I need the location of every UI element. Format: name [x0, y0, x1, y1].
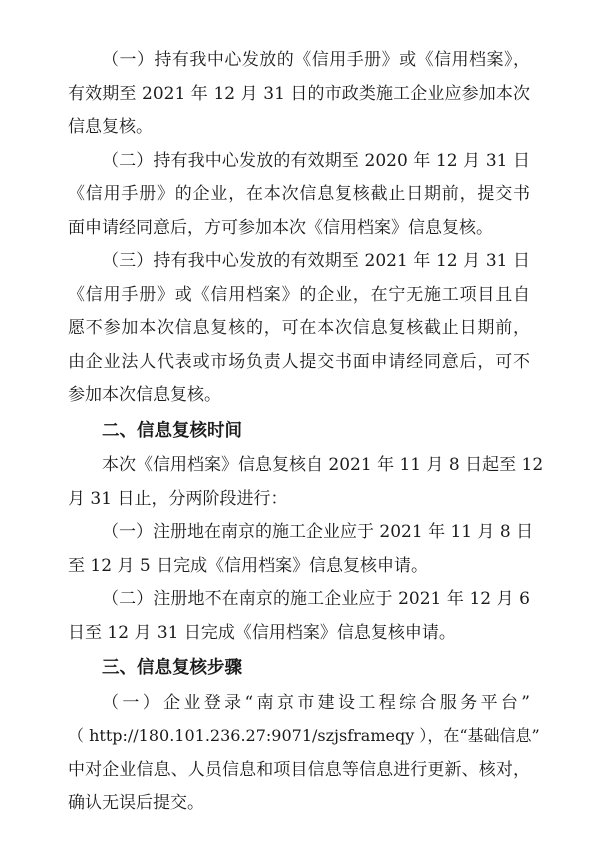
- paragraph-p3-line-2: 《信用手册》或《信用档案》的企业，在宁无施工项目且自: [68, 284, 530, 305]
- paragraph-p1-line-3: 信息复核。: [68, 117, 153, 137]
- paragraph-p6-line-2: 日至 12 月 31 日完成《信用档案》信息复核申请。: [68, 622, 456, 643]
- paragraph-p2-line-3: 面申请经同意后，方可参加本次《信用档案》信息复核。: [68, 217, 493, 238]
- section-heading-time: 二、信息复核时间: [102, 420, 242, 441]
- paragraph-p3-line-4: 由企业法人代表或市场负责人提交书面申请经同意后，可不: [68, 351, 530, 372]
- paragraph-p2-line-1: （二）持有我中心发放的有效期至 2020 年 12 月 31 日: [102, 150, 530, 171]
- paragraph-p5-line-1: （一）注册地在南京的施工企业应于 2021 年 11 月 8 日: [102, 522, 534, 542]
- paragraph-p4-line-2: 月 31 日止，分两阶段进行：: [68, 488, 288, 509]
- paragraph-p3-line-3: 愿不参加本次信息复核的，可在本次信息复核截止日期前，: [68, 318, 530, 338]
- paragraph-p7-line-2: （ http://180.101.236.27:9071/szjsframeqy ），在“基础信息”: [68, 726, 540, 745]
- paragraph-p3-line-1: （三）持有我中心发放的有效期至 2021 年 12 月 31 日: [102, 251, 530, 271]
- paragraph-p7-line-4: 确认无误后提交。: [68, 793, 204, 813]
- paragraph-p1-line-1: （一）持有我中心发放的《信用手册》或《信用档案》，: [102, 50, 530, 70]
- paragraph-p3-line-5: 参加本次信息复核。: [68, 385, 221, 405]
- paragraph-p5-line-2: 至 12 月 5 日完成《信用档案》信息复核申请。: [68, 555, 429, 576]
- paragraph-p7-line-1: （一）企业登录“南京市建设工程综合服务平台”: [102, 692, 530, 713]
- paragraph-p2-line-2: 《信用手册》的企业，在本次信息复核截止日期前，提交书: [68, 184, 530, 204]
- paragraph-p6-line-1: （二）注册地不在南京的施工企业应于 2021 年 12 月 6: [102, 589, 530, 609]
- paragraph-p1-line-2: 有效期至 2021 年 12 月 31 日的市政类施工企业应参加本次: [68, 83, 530, 104]
- section-heading-steps: 三、信息复核步骤: [102, 658, 242, 678]
- paragraph-p4-line-1: 本次《信用档案》信息复核自 2021 年 11 月 8 日起至 12: [102, 455, 544, 475]
- paragraph-p7-line-3: 中对企业信息、人员信息和项目信息等信息进行更新、核对，: [68, 759, 530, 780]
